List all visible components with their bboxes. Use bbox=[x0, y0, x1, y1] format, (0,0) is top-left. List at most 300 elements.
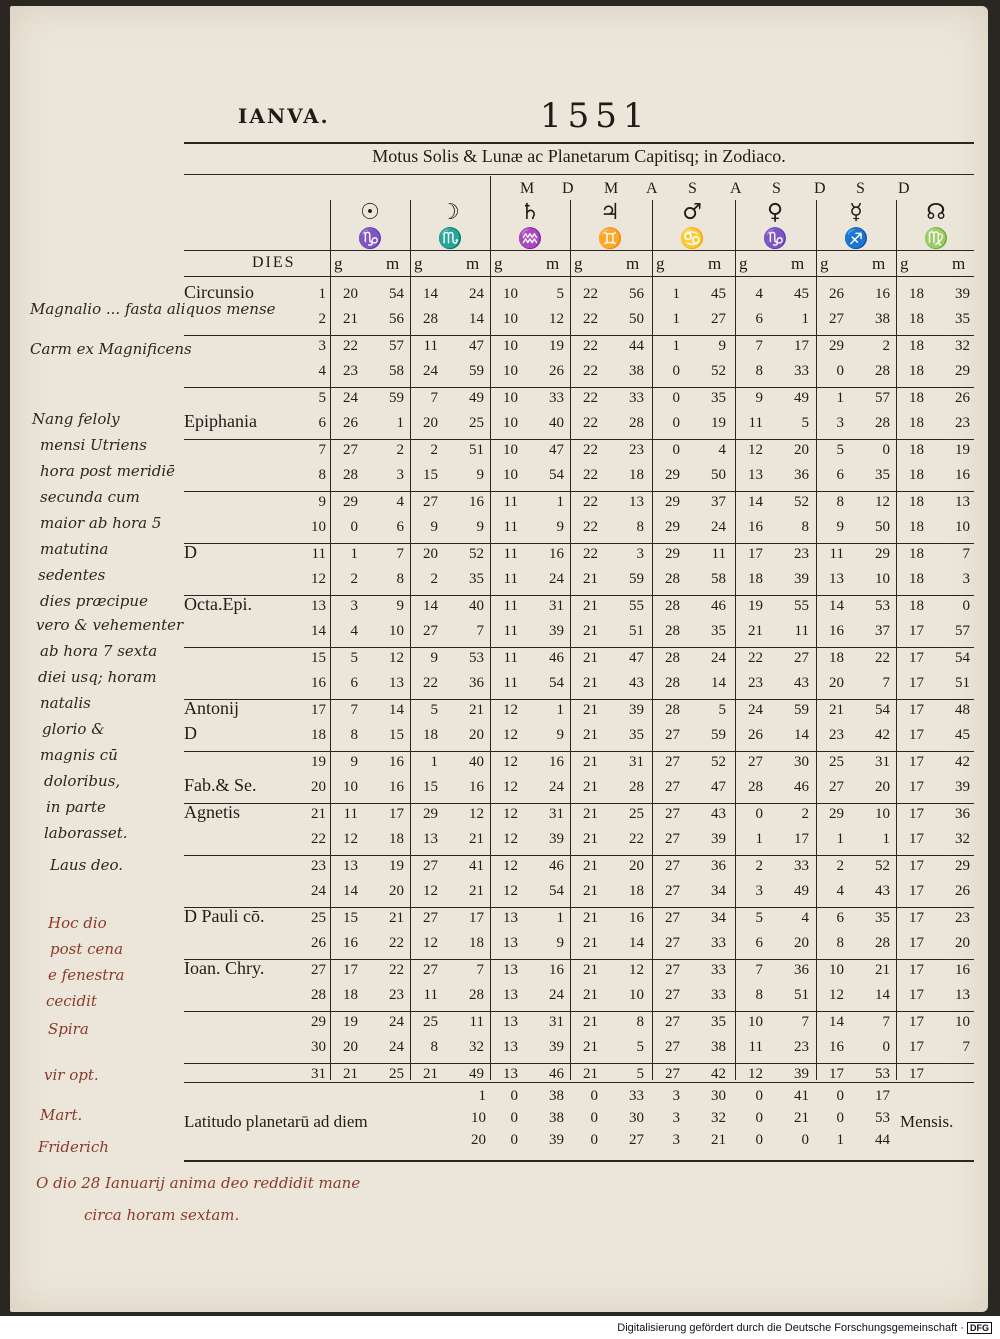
degree-value: 27 bbox=[665, 806, 680, 822]
degree-value: 9 bbox=[350, 754, 358, 770]
degree-value: 24 bbox=[423, 363, 438, 379]
unit-label: g bbox=[574, 254, 583, 273]
planet-symbol: ♃ bbox=[600, 200, 620, 225]
degree-value: 25 bbox=[829, 754, 844, 770]
unit-label: m bbox=[872, 254, 886, 273]
minute-value: 20 bbox=[469, 727, 484, 743]
row-group-rule bbox=[184, 751, 974, 752]
degree-value: 5 bbox=[836, 442, 844, 458]
degree-value: 12 bbox=[503, 754, 518, 770]
unit-label: g bbox=[494, 254, 503, 273]
degree-value: 21 bbox=[583, 962, 598, 978]
day-number: 23 bbox=[311, 858, 326, 874]
degree-value: 7 bbox=[350, 702, 358, 718]
minute-value: 42 bbox=[711, 1066, 726, 1082]
minute-value: 39 bbox=[955, 286, 970, 302]
zodiac-sign: ♍ bbox=[923, 226, 949, 250]
handwritten-note: ab hora 7 sexta bbox=[40, 642, 158, 660]
minute-value: 35 bbox=[711, 623, 726, 639]
minute-value: 2 bbox=[396, 442, 404, 458]
minute-value: 39 bbox=[711, 831, 726, 847]
minute-value: 37 bbox=[711, 494, 726, 510]
degree-value: 20 bbox=[343, 1039, 358, 1055]
latitude-minute: 39 bbox=[549, 1132, 564, 1148]
degree-value: 14 bbox=[748, 494, 763, 510]
degree-value: 3 bbox=[350, 598, 358, 614]
degree-value: 21 bbox=[829, 702, 844, 718]
minute-value: 56 bbox=[629, 286, 644, 302]
degree-value: 10 bbox=[503, 363, 518, 379]
minute-value: 20 bbox=[389, 883, 404, 899]
minute-value: 52 bbox=[469, 546, 484, 562]
degree-value: 1 bbox=[672, 286, 680, 302]
minute-value: 59 bbox=[629, 571, 644, 587]
minute-value: 25 bbox=[469, 415, 484, 431]
latitude-minute: 38 bbox=[549, 1088, 564, 1104]
degree-value: 1 bbox=[672, 311, 680, 327]
degree-value: 27 bbox=[665, 1014, 680, 1030]
degree-value: 18 bbox=[909, 467, 924, 483]
minute-value: 54 bbox=[549, 883, 564, 899]
latitude-degree: 0 bbox=[836, 1110, 844, 1126]
minute-value: 21 bbox=[469, 883, 484, 899]
day-number: 18 bbox=[311, 727, 326, 743]
planet-symbol: ☽ bbox=[440, 200, 460, 225]
minute-value: 52 bbox=[711, 363, 726, 379]
degree-value: 17 bbox=[909, 650, 924, 666]
minute-value: 36 bbox=[794, 467, 809, 483]
degree-value: 5 bbox=[350, 650, 358, 666]
degree-value: 9 bbox=[430, 519, 438, 535]
degree-value: 13 bbox=[503, 910, 518, 926]
degree-value: 24 bbox=[343, 390, 358, 406]
minute-value: 8 bbox=[636, 519, 644, 535]
degree-value: 28 bbox=[665, 571, 680, 587]
zodiac-sign: ♑ bbox=[762, 226, 788, 250]
minute-value: 57 bbox=[955, 623, 970, 639]
handwritten-note: Laus deo. bbox=[50, 856, 124, 874]
unit-label: g bbox=[334, 254, 343, 273]
minute-value: 57 bbox=[389, 338, 404, 354]
minute-value: 45 bbox=[955, 727, 970, 743]
unit-label: m bbox=[708, 254, 722, 273]
degree-value: 21 bbox=[583, 1039, 598, 1055]
latitude-minute: 32 bbox=[711, 1110, 726, 1126]
row-group-rule bbox=[184, 1011, 974, 1012]
degree-value: 17 bbox=[909, 702, 924, 718]
minute-value: 33 bbox=[711, 962, 726, 978]
minute-value: 24 bbox=[469, 286, 484, 302]
degree-value: 18 bbox=[909, 546, 924, 562]
minute-value: 38 bbox=[875, 311, 890, 327]
minute-value: 50 bbox=[711, 467, 726, 483]
degree-value: 27 bbox=[665, 910, 680, 926]
minute-value: 35 bbox=[711, 390, 726, 406]
units-rule bbox=[184, 276, 974, 277]
handwritten-note: laborasset. bbox=[44, 824, 128, 842]
minute-value: 54 bbox=[549, 675, 564, 691]
degree-value: 12 bbox=[503, 806, 518, 822]
latitude-minute: 38 bbox=[549, 1110, 564, 1126]
festival-label: Antonij bbox=[184, 698, 240, 718]
minute-value: 1 bbox=[396, 415, 404, 431]
day-number: 5 bbox=[318, 390, 326, 406]
zodiac-sign: ♒ bbox=[517, 226, 543, 250]
degree-value: 13 bbox=[503, 1014, 518, 1030]
minute-value: 14 bbox=[629, 935, 644, 951]
degree-value: 21 bbox=[583, 987, 598, 1003]
minute-value: 28 bbox=[629, 779, 644, 795]
degree-value: 21 bbox=[583, 806, 598, 822]
latitude-minute: 44 bbox=[875, 1132, 890, 1148]
zodiac-sign: ♊ bbox=[597, 226, 623, 250]
degree-value: 8 bbox=[755, 987, 763, 1003]
zodiac-sign: ♋ bbox=[679, 226, 705, 250]
minute-value: 27 bbox=[711, 311, 726, 327]
minute-value: 16 bbox=[389, 779, 404, 795]
latitude-degree: 0 bbox=[510, 1132, 518, 1148]
latitude-degree: 0 bbox=[590, 1110, 598, 1126]
handwritten-note: glorio & bbox=[42, 720, 105, 738]
degree-value: 20 bbox=[343, 286, 358, 302]
degree-value: 0 bbox=[672, 442, 680, 458]
minute-value: 19 bbox=[955, 442, 970, 458]
degree-value: 17 bbox=[909, 779, 924, 795]
degree-value: 4 bbox=[836, 883, 844, 899]
handwritten-note: hora post meridiē bbox=[40, 462, 176, 480]
degree-value: 18 bbox=[909, 571, 924, 587]
minute-value: 20 bbox=[794, 935, 809, 951]
minute-value: 1 bbox=[556, 494, 564, 510]
degree-value: 18 bbox=[909, 286, 924, 302]
degree-value: 21 bbox=[583, 754, 598, 770]
row-group-rule bbox=[184, 439, 974, 440]
day-number: 7 bbox=[318, 442, 326, 458]
degree-value: 21 bbox=[583, 650, 598, 666]
handwritten-note: diei usq; horam bbox=[38, 668, 157, 686]
degree-value: 29 bbox=[665, 494, 680, 510]
minute-value: 19 bbox=[711, 415, 726, 431]
degree-value: 23 bbox=[748, 675, 763, 691]
degree-value: 27 bbox=[665, 858, 680, 874]
minute-value: 55 bbox=[629, 598, 644, 614]
day-number: 27 bbox=[311, 962, 326, 978]
minute-value: 7 bbox=[801, 1014, 809, 1030]
unit-label: m bbox=[626, 254, 640, 273]
day-number: 10 bbox=[311, 519, 326, 535]
degree-value: 21 bbox=[343, 311, 358, 327]
degree-value: 21 bbox=[583, 623, 598, 639]
degree-value: 27 bbox=[665, 935, 680, 951]
degree-value: 13 bbox=[748, 467, 763, 483]
handwritten-note: e fenestra bbox=[48, 966, 125, 984]
degree-value: 11 bbox=[503, 650, 518, 666]
minute-value: 13 bbox=[955, 494, 970, 510]
column-rule bbox=[896, 200, 897, 1080]
degree-value: 18 bbox=[909, 442, 924, 458]
handwritten-note: mensi Utriens bbox=[40, 436, 147, 454]
handwritten-note: Carm ex Magnificens bbox=[30, 340, 192, 358]
degree-value: 22 bbox=[343, 338, 358, 354]
planet-symbol: ♂ bbox=[682, 200, 702, 225]
minute-value: 23 bbox=[629, 442, 644, 458]
minute-value: 3 bbox=[396, 467, 404, 483]
degree-value: 15 bbox=[343, 910, 358, 926]
minute-value: 39 bbox=[549, 623, 564, 639]
degree-value: 1 bbox=[836, 831, 844, 847]
minute-value: 13 bbox=[955, 987, 970, 1003]
degree-value: 21 bbox=[583, 779, 598, 795]
degree-value: 13 bbox=[503, 1066, 518, 1082]
row-group-rule bbox=[184, 907, 974, 908]
degree-value: 13 bbox=[343, 858, 358, 874]
minute-value: 31 bbox=[549, 806, 564, 822]
minute-value: 0 bbox=[882, 442, 890, 458]
minute-value: 32 bbox=[955, 338, 970, 354]
row-group-rule bbox=[184, 491, 974, 492]
degree-value: 22 bbox=[748, 650, 763, 666]
degree-value: 2 bbox=[430, 571, 438, 587]
aspect-letter: M bbox=[520, 180, 535, 197]
minute-value: 36 bbox=[711, 858, 726, 874]
aspect-letter: A bbox=[646, 180, 658, 197]
latitude-minute: 33 bbox=[629, 1088, 644, 1104]
degree-value: 11 bbox=[503, 571, 518, 587]
degree-value: 0 bbox=[836, 363, 844, 379]
minute-value: 39 bbox=[549, 831, 564, 847]
degree-value: 28 bbox=[665, 702, 680, 718]
degree-value: 12 bbox=[503, 883, 518, 899]
latitude-day: 10 bbox=[471, 1110, 486, 1126]
degree-value: 27 bbox=[665, 987, 680, 1003]
minute-value: 7 bbox=[882, 675, 890, 691]
degree-value: 22 bbox=[583, 363, 598, 379]
minute-value: 11 bbox=[711, 546, 726, 562]
festival-label: D bbox=[184, 723, 197, 743]
day-number: 30 bbox=[311, 1039, 326, 1055]
minute-value: 47 bbox=[711, 779, 726, 795]
minute-value: 51 bbox=[629, 623, 644, 639]
degree-value: 27 bbox=[423, 962, 438, 978]
minute-value: 35 bbox=[469, 571, 484, 587]
aspect-letter: A bbox=[730, 180, 742, 197]
minute-value: 27 bbox=[794, 650, 809, 666]
degree-value: 1 bbox=[755, 831, 763, 847]
degree-value: 19 bbox=[343, 1014, 358, 1030]
minute-value: 38 bbox=[629, 363, 644, 379]
degree-value: 27 bbox=[829, 311, 844, 327]
column-rule bbox=[410, 200, 411, 1080]
minute-value: 28 bbox=[629, 415, 644, 431]
minute-value: 47 bbox=[469, 338, 484, 354]
minute-value: 10 bbox=[955, 1014, 970, 1030]
handwritten-note: maior ab hora 5 bbox=[40, 514, 162, 532]
minute-value: 53 bbox=[875, 1066, 890, 1082]
minute-value: 36 bbox=[794, 962, 809, 978]
degree-value: 8 bbox=[836, 935, 844, 951]
minute-value: 39 bbox=[955, 779, 970, 795]
minute-value: 15 bbox=[389, 727, 404, 743]
degree-value: 8 bbox=[430, 1039, 438, 1055]
degree-value: 5 bbox=[755, 910, 763, 926]
degree-value: 18 bbox=[748, 571, 763, 587]
day-number: 8 bbox=[318, 467, 326, 483]
degree-value: 10 bbox=[503, 286, 518, 302]
minute-value: 46 bbox=[549, 650, 564, 666]
minute-value: 22 bbox=[389, 935, 404, 951]
degree-value: 26 bbox=[748, 727, 763, 743]
minute-value: 53 bbox=[875, 598, 890, 614]
minute-value: 33 bbox=[711, 935, 726, 951]
minute-value: 21 bbox=[469, 702, 484, 718]
degree-value: 28 bbox=[665, 623, 680, 639]
minute-value: 43 bbox=[629, 675, 644, 691]
degree-value: 14 bbox=[423, 598, 438, 614]
minute-value: 32 bbox=[469, 1039, 484, 1055]
minute-value: 7 bbox=[396, 546, 404, 562]
minute-value: 19 bbox=[549, 338, 564, 354]
day-number: 22 bbox=[311, 831, 326, 847]
minute-value: 7 bbox=[476, 962, 484, 978]
minute-value: 51 bbox=[955, 675, 970, 691]
minute-value: 46 bbox=[711, 598, 726, 614]
degree-value: 27 bbox=[423, 623, 438, 639]
degree-value: 16 bbox=[829, 623, 844, 639]
minute-value: 47 bbox=[549, 442, 564, 458]
minute-value: 36 bbox=[955, 806, 970, 822]
minute-value: 9 bbox=[556, 519, 564, 535]
degree-value: 27 bbox=[829, 779, 844, 795]
unit-label: m bbox=[466, 254, 480, 273]
handwritten-note: vero & vehementer bbox=[36, 616, 184, 634]
degree-value: 9 bbox=[836, 519, 844, 535]
festival-label: D Pauli cō. bbox=[184, 906, 265, 926]
minute-value: 17 bbox=[794, 831, 809, 847]
degree-value: 29 bbox=[829, 806, 844, 822]
degree-value: 0 bbox=[350, 519, 358, 535]
unit-label: g bbox=[739, 254, 748, 273]
unit-label: g bbox=[414, 254, 423, 273]
latitude-minute: 27 bbox=[629, 1132, 644, 1148]
minute-value: 9 bbox=[718, 338, 726, 354]
row-group-rule bbox=[184, 855, 974, 856]
degree-value: 29 bbox=[829, 338, 844, 354]
minute-value: 43 bbox=[794, 675, 809, 691]
minute-value: 10 bbox=[875, 571, 890, 587]
minute-value: 46 bbox=[549, 858, 564, 874]
minute-value: 6 bbox=[396, 519, 404, 535]
degree-value: 21 bbox=[583, 935, 598, 951]
aspect-letter: D bbox=[898, 180, 910, 197]
minute-value: 20 bbox=[955, 935, 970, 951]
degree-value: 11 bbox=[748, 415, 763, 431]
degree-value: 18 bbox=[829, 650, 844, 666]
minute-value: 4 bbox=[396, 494, 404, 510]
latitude-day: 20 bbox=[471, 1132, 486, 1148]
minute-value: 31 bbox=[549, 1014, 564, 1030]
minute-value: 18 bbox=[629, 467, 644, 483]
minute-value: 16 bbox=[549, 754, 564, 770]
minute-value: 33 bbox=[629, 390, 644, 406]
degree-value: 28 bbox=[748, 779, 763, 795]
minute-value: 59 bbox=[794, 702, 809, 718]
minute-value: 10 bbox=[389, 623, 404, 639]
degree-value: 27 bbox=[665, 883, 680, 899]
minute-value: 12 bbox=[629, 962, 644, 978]
bottom-rule-2 bbox=[184, 1160, 974, 1162]
degree-value: 27 bbox=[423, 910, 438, 926]
unit-label: m bbox=[791, 254, 805, 273]
minute-value: 5 bbox=[718, 702, 726, 718]
row-group-rule bbox=[184, 1063, 974, 1064]
minute-value: 57 bbox=[875, 390, 890, 406]
column-rule bbox=[490, 176, 491, 200]
festival-label: D bbox=[184, 542, 197, 562]
minute-value: 9 bbox=[396, 598, 404, 614]
minute-value: 32 bbox=[955, 831, 970, 847]
minute-value: 22 bbox=[875, 650, 890, 666]
degree-value: 2 bbox=[836, 858, 844, 874]
minute-value: 35 bbox=[955, 311, 970, 327]
minute-value: 25 bbox=[629, 806, 644, 822]
degree-value: 12 bbox=[829, 987, 844, 1003]
minute-value: 28 bbox=[469, 987, 484, 1003]
day-number: 26 bbox=[311, 935, 326, 951]
degree-value: 14 bbox=[343, 883, 358, 899]
latitude-minute: 53 bbox=[875, 1110, 890, 1126]
day-number: 4 bbox=[318, 363, 326, 379]
degree-value: 28 bbox=[423, 311, 438, 327]
minute-value: 52 bbox=[794, 494, 809, 510]
festival-label: Agnetis bbox=[184, 802, 240, 822]
minute-value: 12 bbox=[875, 494, 890, 510]
minute-value: 33 bbox=[711, 987, 726, 1003]
degree-value: 4 bbox=[755, 286, 763, 302]
minute-value: 45 bbox=[794, 286, 809, 302]
degree-value: 10 bbox=[503, 442, 518, 458]
minute-value: 23 bbox=[955, 910, 970, 926]
latitude-degree: 0 bbox=[836, 1088, 844, 1104]
minute-value: 54 bbox=[955, 650, 970, 666]
minute-value: 12 bbox=[389, 650, 404, 666]
minute-value: 5 bbox=[636, 1066, 644, 1082]
festival-label: Ioan. Chry. bbox=[184, 958, 265, 978]
degree-value: 17 bbox=[909, 1066, 924, 1082]
degree-value: 25 bbox=[423, 1014, 438, 1030]
degree-value: 29 bbox=[423, 806, 438, 822]
degree-value: 22 bbox=[583, 546, 598, 562]
latitude-degree: 0 bbox=[755, 1088, 763, 1104]
dfg-logo: DFG bbox=[967, 1322, 992, 1334]
minute-value: 52 bbox=[875, 858, 890, 874]
unit-label: m bbox=[386, 254, 400, 273]
latitude-degree: 0 bbox=[755, 1132, 763, 1148]
minute-value: 39 bbox=[549, 1039, 564, 1055]
degree-value: 9 bbox=[430, 650, 438, 666]
minute-value: 18 bbox=[629, 883, 644, 899]
minute-value: 1 bbox=[801, 311, 809, 327]
minute-value: 22 bbox=[389, 962, 404, 978]
degree-value: 6 bbox=[350, 675, 358, 691]
degree-value: 8 bbox=[836, 494, 844, 510]
minute-value: 25 bbox=[389, 1066, 404, 1082]
degree-value: 11 bbox=[503, 494, 518, 510]
minute-value: 56 bbox=[389, 311, 404, 327]
minute-value: 12 bbox=[549, 311, 564, 327]
minute-value: 47 bbox=[629, 650, 644, 666]
degree-value: 27 bbox=[665, 754, 680, 770]
minute-value: 16 bbox=[955, 467, 970, 483]
